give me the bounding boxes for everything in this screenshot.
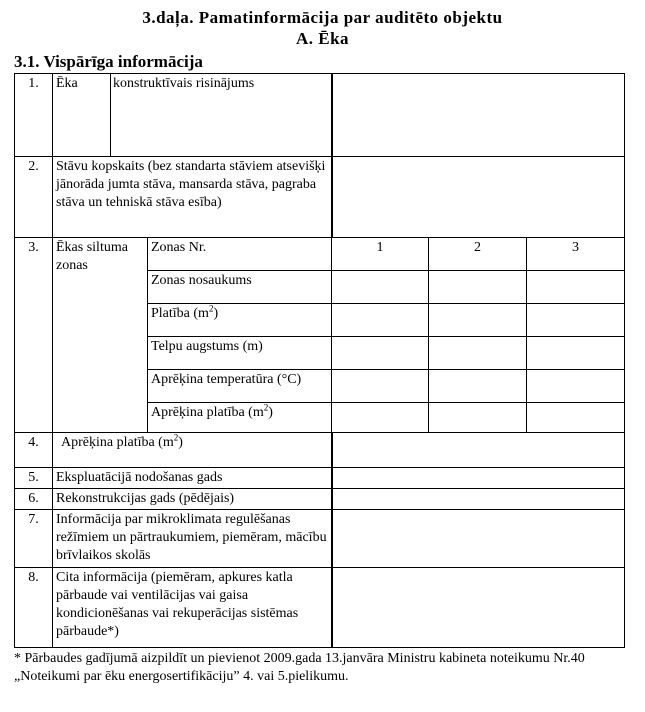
zone-calc-area-cell-3[interactable] xyxy=(527,403,625,433)
zone-name-label: Zonas nosaukums xyxy=(148,271,332,304)
section-title: 3.1. Vispārīga informācija xyxy=(14,52,203,71)
row-number: 3. xyxy=(15,238,53,433)
row-sublabel-construction: konstruktīvais risinājums xyxy=(111,74,332,157)
table-row-2 xyxy=(15,157,625,238)
zone-name-cell-3[interactable] xyxy=(527,271,625,304)
zone-header-3: 3 xyxy=(527,238,625,271)
row-label-microclimate: Informācija par mikroklimata regulēšanas režīmiem un pārtraukumiem, piemēram, mācību brīvlaikos skolās xyxy=(53,510,332,568)
table-row-3 xyxy=(15,238,625,271)
row-label-other-info: Cita informācija (piemēram, apkures katla pārbaude vai ventilācijas vai gaisa kondicionēšanas vai rekuperācijas sistēmas pārbaude*) xyxy=(53,568,332,648)
row-label-building: Ēka xyxy=(53,74,111,157)
value-cell-construction[interactable] xyxy=(332,74,625,157)
row-label-commissioning-year: Ekspluatācijā nodošanas gads xyxy=(53,468,332,489)
value-cell-floor-count[interactable] xyxy=(332,157,625,238)
row-number: 6. xyxy=(15,489,53,510)
row-label-calc-area: Aprēķina platība $(m^2)$ xyxy=(53,433,332,468)
footnote: * Pārbaudes gadījumā aizpildīt un pievienot 2009.gada 13.janvāra Ministru kabineta noteikumu Nr.40 „Noteikumi par ēku energosertifikāciju” 4. vai 5.pielikumu. xyxy=(14,651,585,684)
table-row-1 xyxy=(15,74,625,157)
row-label-floor-count: Stāvu kopskaits (bez standarta stāviem atsevišķi jānorāda jumta stāva, mansarda stāva, pagraba stāva un tehniskā stāva esība) xyxy=(53,157,332,238)
zone-calc-area-label: Aprēķina platība $(m^2)$ xyxy=(148,403,332,433)
zone-calc-area-cell-2[interactable] xyxy=(429,403,527,433)
zone-temperature-cell-1[interactable] xyxy=(332,370,429,403)
row-label-reconstruction-year: Rekonstrukcijas gads (pēdējais) xyxy=(53,489,332,510)
zone-height-label: Telpu augstums (m) xyxy=(148,337,332,370)
zone-area-cell-1[interactable] xyxy=(332,304,429,337)
row-number: 4. xyxy=(15,433,53,468)
zone-nr-label: Zonas Nr. xyxy=(148,238,332,271)
part-title: 3.daļa. Pamatinformācija par auditēto objektu xyxy=(142,8,503,27)
zone-name-cell-1[interactable] xyxy=(332,271,429,304)
row-number: 2. xyxy=(15,157,53,238)
zone-height-cell-3[interactable] xyxy=(527,337,625,370)
zone-area-cell-3[interactable] xyxy=(527,304,625,337)
zone-temperature-cell-3[interactable] xyxy=(527,370,625,403)
general-info-table xyxy=(14,73,625,648)
row-number: 8. xyxy=(15,568,53,648)
row-label-thermal-zones: Ēkas siltuma zonas xyxy=(53,238,148,433)
value-cell-commissioning-year[interactable] xyxy=(332,468,625,489)
row-number: 7. xyxy=(15,510,53,568)
zone-area-cell-2[interactable] xyxy=(429,304,527,337)
value-cell-calc-area[interactable] xyxy=(332,433,625,468)
object-title: A. Ēka xyxy=(295,29,350,48)
value-cell-other-info[interactable] xyxy=(332,568,625,648)
value-cell-microclimate[interactable] xyxy=(332,510,625,568)
table-row-6 xyxy=(15,489,625,510)
table-row-4 xyxy=(15,433,625,468)
zone-header-2: 2 xyxy=(429,238,527,271)
table-row-7 xyxy=(15,510,625,568)
zone-height-cell-2[interactable] xyxy=(429,337,527,370)
row-number: 5. xyxy=(15,468,53,489)
zone-temperature-label: Aprēķina temperatūra (°C) xyxy=(148,370,332,403)
zone-header-1: 1 xyxy=(332,238,429,271)
value-cell-reconstruction-year[interactable] xyxy=(332,489,625,510)
zone-name-cell-2[interactable] xyxy=(429,271,527,304)
table-row-5 xyxy=(15,468,625,489)
zone-calc-area-cell-1[interactable] xyxy=(332,403,429,433)
zone-height-cell-1[interactable] xyxy=(332,337,429,370)
zone-area-label: Platība $(m^2)$ xyxy=(148,304,332,337)
table-row-8 xyxy=(15,568,625,648)
zone-temperature-cell-2[interactable] xyxy=(429,370,527,403)
row-number: 1. xyxy=(15,74,53,157)
